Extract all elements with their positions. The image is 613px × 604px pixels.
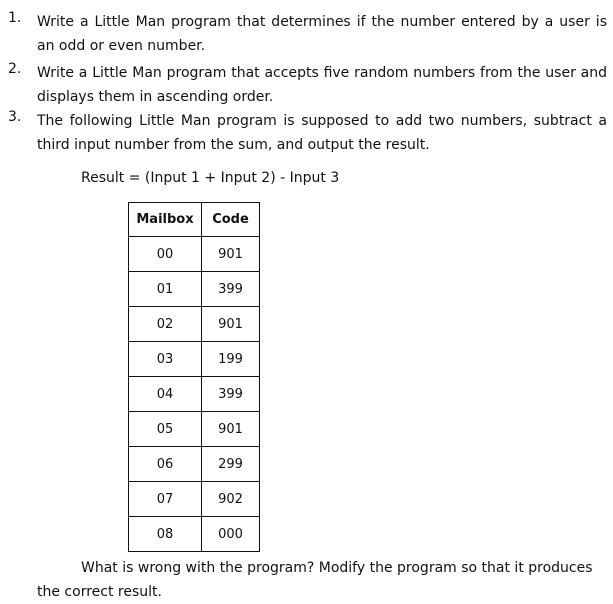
mailbox-cell: 06 bbox=[129, 447, 202, 482]
table-row bbox=[129, 377, 260, 412]
question-number: 3. bbox=[8, 109, 22, 125]
mailbox-cell: 08 bbox=[129, 517, 202, 552]
table-row bbox=[129, 412, 260, 447]
table-row bbox=[129, 482, 260, 517]
mailbox-cell: 05 bbox=[129, 412, 202, 447]
code-cell: 901 bbox=[202, 237, 260, 272]
column-header-code: Code bbox=[202, 203, 260, 237]
code-cell: 000 bbox=[202, 517, 260, 552]
code-cell: 901 bbox=[202, 412, 260, 447]
code-cell: 299 bbox=[202, 447, 260, 482]
mailbox-cell: 03 bbox=[129, 342, 202, 377]
mailbox-cell: 02 bbox=[129, 307, 202, 342]
code-cell: 399 bbox=[202, 377, 260, 412]
mailbox-cell: 07 bbox=[129, 482, 202, 517]
table-row bbox=[129, 237, 260, 272]
lmc-program-table bbox=[128, 202, 260, 552]
table-row bbox=[129, 447, 260, 482]
mailbox-cell: 00 bbox=[129, 237, 202, 272]
question-number: 1. bbox=[8, 10, 22, 26]
table-row bbox=[129, 342, 260, 377]
code-cell: 199 bbox=[202, 342, 260, 377]
table-header-row bbox=[129, 203, 260, 237]
table-row bbox=[129, 307, 260, 342]
followup-text: What is wrong with the program? Modify the program so that it produces the correct result. bbox=[37, 560, 593, 600]
question-number: 2. bbox=[8, 61, 22, 77]
followup-question bbox=[37, 556, 607, 604]
code-cell: 902 bbox=[202, 482, 260, 517]
question-text: Write a Little Man program that determines if the number entered by a user is an odd or even number. bbox=[37, 14, 607, 54]
result-formula: Result = (Input 1 + Input 2) - Input 3 bbox=[81, 170, 340, 186]
mailbox-cell: 01 bbox=[129, 272, 202, 307]
code-cell: 399 bbox=[202, 272, 260, 307]
code-cell: 901 bbox=[202, 307, 260, 342]
mailbox-cell: 04 bbox=[129, 377, 202, 412]
question-text: Write a Little Man program that accepts five random numbers from the user and displays them in ascending order. bbox=[37, 65, 607, 105]
column-header-mailbox: Mailbox bbox=[129, 203, 202, 237]
table-row bbox=[129, 517, 260, 552]
table-row bbox=[129, 272, 260, 307]
question-text: The following Little Man program is supposed to add two numbers, subtract a third input number from the sum, and output the result. bbox=[37, 113, 607, 153]
